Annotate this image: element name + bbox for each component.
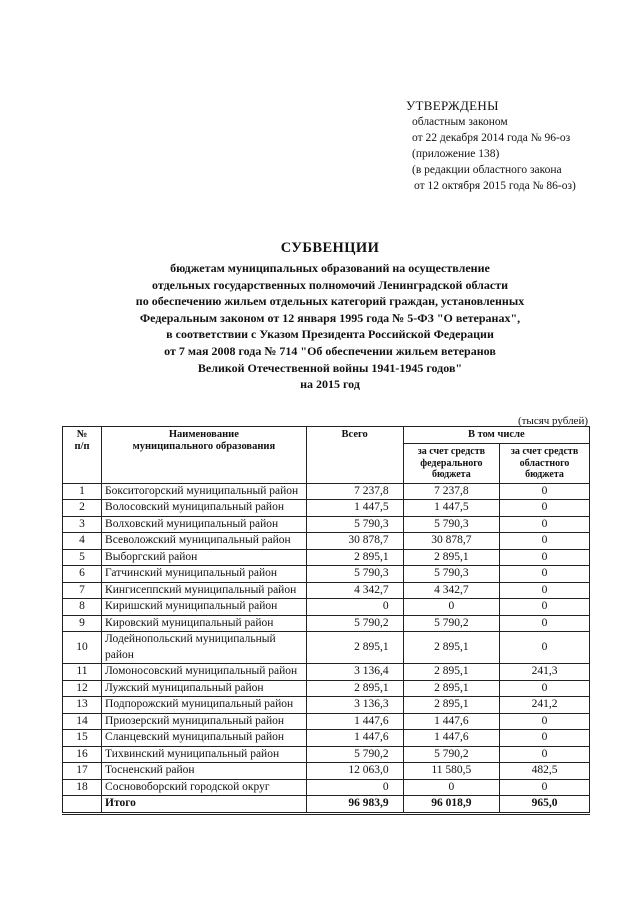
table-row [63,516,590,533]
title-line: на 2015 год [300,377,360,392]
totals-regional: 965,0 [500,796,590,814]
row-total: 3 136,3 [306,697,403,714]
row-regional: 0 [500,713,590,730]
row-num: 2 [63,500,102,517]
row-num: 18 [63,779,102,796]
approval-line: от 12 октября 2015 года № 86-оз) [414,180,576,192]
table-row [63,680,590,697]
row-regional: 0 [500,746,590,763]
row-federal: 1 447,6 [403,730,499,747]
row-num: 15 [63,730,102,747]
row-regional: 0 [500,779,590,796]
row-total: 5 790,2 [306,746,403,763]
row-regional: 0 [500,615,590,632]
row-federal: 2 895,1 [403,680,499,697]
approval-line: (в редакции областного закона [412,164,562,176]
row-federal: 4 342,7 [403,582,499,599]
row-total: 5 790,3 [306,566,403,583]
approval-line: от 22 декабря 2014 года № 96-оз [412,132,571,144]
table-row [63,713,590,730]
row-federal: 2 895,1 [403,549,499,566]
table-row [63,533,590,550]
approval-line: (приложение 138) [412,148,500,160]
title-line: бюджетам муниципальных образований на осуществление [170,261,490,275]
row-federal: 5 790,3 [403,566,499,583]
units-label: (тысяч рублей) [517,415,588,427]
header-federal: за счет средств федерального бюджета [403,444,499,484]
row-total: 1 447,6 [306,713,403,730]
row-federal: 0 [403,599,499,616]
totals-total: 96 983,9 [306,796,403,814]
row-name: Ломоносовский муниципальный район [102,664,307,681]
row-total: 1 447,5 [306,500,403,517]
title-line: по обеспечению жильем отдельных категорий граждан, установленных [135,294,525,309]
row-total: 2 895,1 [306,632,403,664]
row-regional: 0 [500,549,590,566]
row-total: 0 [306,779,403,796]
approval-line: областным законом [412,116,508,128]
row-regional: 0 [500,730,590,747]
row-name: Приозерский муниципальный район [102,713,307,730]
row-name: Тосненский район [102,763,307,780]
row-total: 4 342,7 [306,582,403,599]
document-title [70,240,590,393]
row-name: Гатчинский муниципальный район [102,566,307,583]
totals-federal: 96 018,9 [403,796,499,814]
row-name: Подпорожский муниципальный район [102,697,307,714]
row-num: 8 [63,599,102,616]
row-regional: 0 [500,516,590,533]
row-federal: 11 580,5 [403,763,499,780]
totals-num-cell [63,796,102,814]
row-num: 4 [63,533,102,550]
title-line: отдельных государственных полномочий Ленинградской области [151,277,509,292]
header-name: Наименование муниципального образования [102,427,307,484]
table-row [63,779,590,796]
row-num: 9 [63,615,102,632]
row-regional: 0 [500,533,590,550]
table-row [63,697,590,714]
table-row [63,483,590,500]
row-regional: 0 [500,582,590,599]
row-federal: 2 895,1 [403,632,499,664]
row-regional: 0 [500,483,590,500]
row-num: 6 [63,566,102,583]
table-row [63,632,590,664]
row-federal: 2 895,1 [403,697,499,714]
row-total: 2 895,1 [306,680,403,697]
table-row [63,746,590,763]
title-main: СУБВЕНЦИИ [280,240,380,256]
row-name: Лодейнопольский муниципальный район [102,632,307,664]
row-federal: 7 237,8 [403,483,499,500]
row-num: 3 [63,516,102,533]
row-total: 5 790,2 [306,615,403,632]
row-regional: 241,3 [500,664,590,681]
row-federal: 30 878,7 [403,533,499,550]
row-regional: 0 [500,632,590,664]
row-total: 12 063,0 [306,763,403,780]
row-name: Бокситогорский муниципальный район [102,483,307,500]
row-name: Сосновоборский городской округ [102,779,307,796]
table-row [63,599,590,616]
subsidies-table [62,426,590,815]
totals-row [63,796,590,814]
row-num: 10 [63,632,102,664]
row-regional: 0 [500,599,590,616]
row-federal: 5 790,2 [403,746,499,763]
row-name: Выборгский район [102,549,307,566]
row-num: 7 [63,582,102,599]
row-federal: 5 790,2 [403,615,499,632]
header-total: Всего [306,427,403,484]
table-row [63,582,590,599]
row-regional: 0 [500,566,590,583]
row-federal: 0 [403,779,499,796]
row-total: 3 136,4 [306,664,403,681]
table-row [63,763,590,780]
row-name: Всеволожский муниципальный район [102,533,307,550]
row-name: Тихвинский муниципальный район [102,746,307,763]
row-name: Кингисеппский муниципальный район [102,582,307,599]
row-regional: 0 [500,500,590,517]
row-federal: 5 790,3 [403,516,499,533]
row-federal: 1 447,6 [403,713,499,730]
title-line: Федеральным законом от 12 января 1995 года № 5-ФЗ "О ветеранах", [139,310,521,325]
row-regional: 482,5 [500,763,590,780]
header-regional: за счет средств областного бюджета [500,444,590,484]
table-row [63,566,590,583]
row-total: 5 790,3 [306,516,403,533]
row-num: 5 [63,549,102,566]
table-row [63,500,590,517]
row-total: 1 447,6 [306,730,403,747]
table-row [63,615,590,632]
header-num: № п/п [63,427,102,484]
row-total: 2 895,1 [306,549,403,566]
row-federal: 1 447,5 [403,500,499,517]
row-name: Сланцевский муниципальный район [102,730,307,747]
row-regional: 0 [500,680,590,697]
approval-block [406,98,576,194]
row-name: Киришский муниципальный район [102,599,307,616]
row-name: Волховский муниципальный район [102,516,307,533]
title-line: от 7 мая 2008 года № 714 "Об обеспечении жильем ветеранов [164,343,496,358]
row-num: 11 [63,664,102,681]
header-group: В том числе [403,427,589,444]
row-num: 1 [63,483,102,500]
table-row [63,730,590,747]
row-num: 17 [63,763,102,780]
table-row [63,549,590,566]
row-num: 14 [63,713,102,730]
row-total: 7 237,8 [306,483,403,500]
title-line: Великой Отечественной войны 1941-1945 годов" [197,360,463,375]
row-total: 30 878,7 [306,533,403,550]
row-regional: 241,2 [500,697,590,714]
row-num: 16 [63,746,102,763]
title-line: в соответствии с Указом Президента Российской Федерации [166,327,494,342]
row-num: 13 [63,697,102,714]
row-num: 12 [63,680,102,697]
approval-heading: УТВЕРЖДЕНЫ [406,98,499,113]
table-row [63,664,590,681]
row-name: Кировский муниципальный район [102,615,307,632]
row-name: Волосовский муниципальный район [102,500,307,517]
row-federal: 2 895,1 [403,664,499,681]
row-total: 0 [306,599,403,616]
totals-label: Итого [102,796,307,814]
row-name: Лужский муниципальный район [102,680,307,697]
